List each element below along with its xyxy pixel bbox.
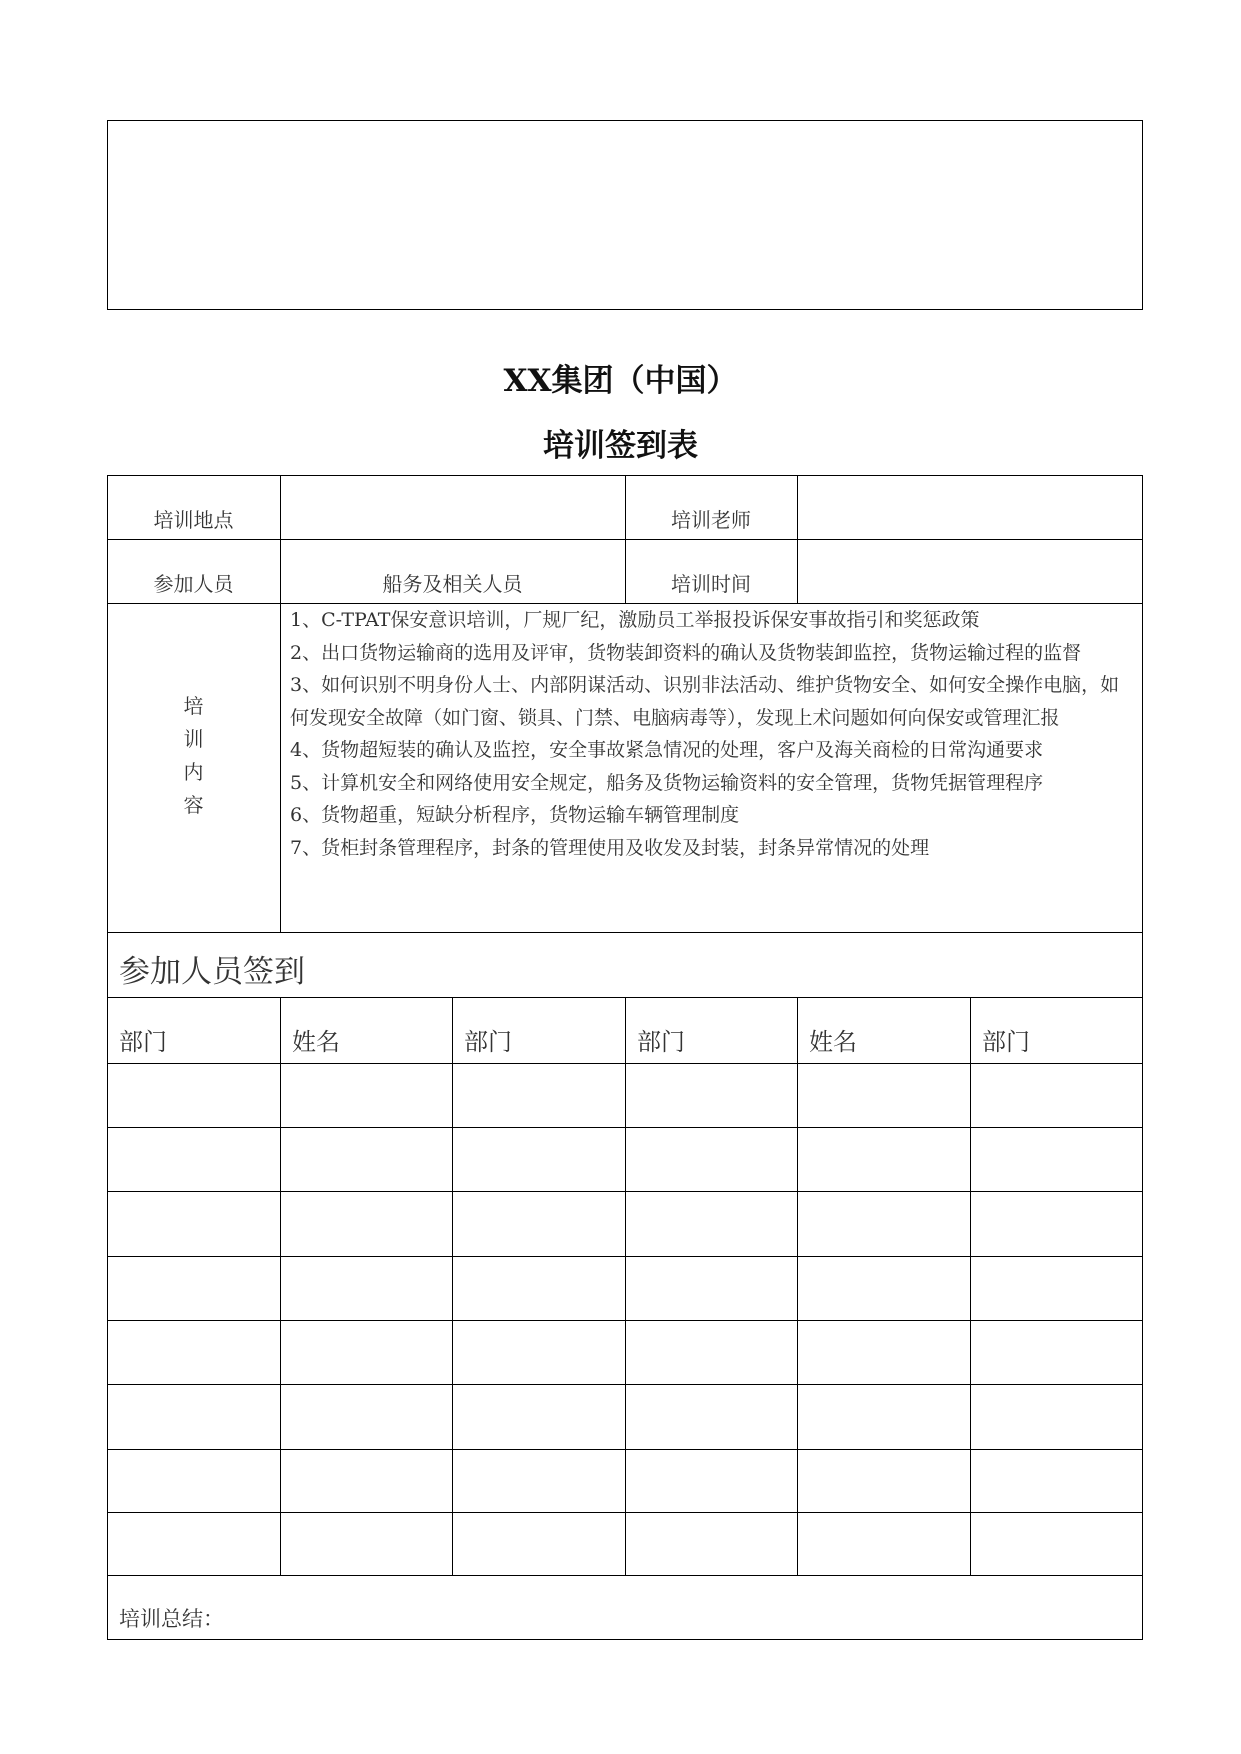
- form-title: 培训签到表: [543, 428, 698, 464]
- signin-cell[interactable]: [452, 1191, 625, 1256]
- participants-field[interactable]: 船务及相关人员: [382, 572, 523, 596]
- content-item: 6、货物超重，短缺分析程序，货物运输车辆管理制度: [290, 804, 740, 826]
- signin-cell[interactable]: [797, 1127, 970, 1191]
- location-label: 培训地点: [153, 508, 234, 532]
- signin-cell[interactable]: [452, 1256, 625, 1320]
- content-list: [290, 604, 1135, 864]
- signin-column-header: 部门: [982, 1028, 1030, 1056]
- teacher-label: 培训老师: [671, 508, 751, 532]
- content-item: 5、计算机安全和网络使用安全规定，船务及货物运输资料的安全管理，货物凭据管理程序: [290, 771, 1044, 794]
- signin-cell[interactable]: [797, 1449, 970, 1512]
- signin-cell[interactable]: [280, 1449, 452, 1512]
- signin-cell[interactable]: [797, 1063, 970, 1127]
- signin-cell[interactable]: [970, 1512, 1143, 1575]
- header-blank-box: [107, 120, 1143, 310]
- signin-cell[interactable]: [625, 1512, 797, 1575]
- signin-cell[interactable]: [280, 1256, 452, 1320]
- signin-column-header: 姓名: [809, 1028, 857, 1056]
- signin-cell[interactable]: [452, 1127, 625, 1191]
- signin-cell[interactable]: [280, 1191, 452, 1256]
- signin-cell[interactable]: [107, 1449, 280, 1512]
- content-label: [107, 690, 280, 822]
- signin-cell[interactable]: [625, 1191, 797, 1256]
- signin-cell[interactable]: [107, 1256, 280, 1320]
- content-label-char: 容: [183, 793, 204, 817]
- signin-cell[interactable]: [452, 1384, 625, 1449]
- signin-cell[interactable]: [970, 1191, 1143, 1256]
- signin-cell[interactable]: [107, 1320, 280, 1384]
- time-field[interactable]: [797, 539, 1143, 603]
- summary-label: 培训总结：: [119, 1607, 224, 1631]
- signin-cell[interactable]: [107, 1191, 280, 1256]
- signin-cell[interactable]: [797, 1512, 970, 1575]
- signin-cell[interactable]: [452, 1512, 625, 1575]
- signin-cell[interactable]: [280, 1512, 452, 1575]
- signin-cell[interactable]: [970, 1384, 1143, 1449]
- signin-cell[interactable]: [970, 1256, 1143, 1320]
- content-item: 1、C-TPAT保安意识培训，厂规厂纪，激励员工举报投诉保安事故指引和奖惩政策: [290, 609, 980, 631]
- signin-cell[interactable]: [280, 1127, 452, 1191]
- teacher-field[interactable]: [797, 475, 1143, 539]
- signin-column-header: 姓名: [292, 1028, 340, 1056]
- signin-cell[interactable]: [970, 1127, 1143, 1191]
- signin-cell[interactable]: [797, 1384, 970, 1449]
- signin-cell[interactable]: [625, 1320, 797, 1384]
- signin-cell[interactable]: [970, 1063, 1143, 1127]
- signin-cell[interactable]: [625, 1063, 797, 1127]
- signin-cell[interactable]: [797, 1320, 970, 1384]
- content-item: 3、如何识别不明身份人士、内部阴谋活动、识别非法活动、维护货物安全、如何安全操作电脑，如何发现安全故障（如门窗、锁具、门禁、电脑病毒等），发现上术问题如何向保安或管理汇报: [290, 674, 1120, 729]
- signin-cell[interactable]: [280, 1384, 452, 1449]
- signin-heading: 参加人员签到: [119, 954, 305, 990]
- signin-cell[interactable]: [625, 1449, 797, 1512]
- signin-cell[interactable]: [107, 1063, 280, 1127]
- signin-cell[interactable]: [107, 1512, 280, 1575]
- signin-cell[interactable]: [625, 1127, 797, 1191]
- signin-cell[interactable]: [280, 1063, 452, 1127]
- time-label: 培训时间: [671, 572, 751, 596]
- signin-cell[interactable]: [280, 1320, 452, 1384]
- signin-cell[interactable]: [452, 1063, 625, 1127]
- signin-cell[interactable]: [452, 1320, 625, 1384]
- content-item: 2、出口货物运输商的选用及评审，货物装卸资料的确认及货物装卸监控，货物运输过程的监督: [290, 641, 1082, 664]
- signin-cell[interactable]: [625, 1384, 797, 1449]
- signin-cell[interactable]: [970, 1449, 1143, 1512]
- content-label-char: 培: [183, 694, 204, 718]
- signin-cell[interactable]: [797, 1191, 970, 1256]
- company-title: XX集团（中国）: [503, 363, 738, 399]
- signin-column-header: 部门: [119, 1028, 167, 1056]
- signin-cell[interactable]: [107, 1127, 280, 1191]
- signin-cell[interactable]: [797, 1256, 970, 1320]
- signin-cell[interactable]: [107, 1384, 280, 1449]
- signin-cell[interactable]: [970, 1320, 1143, 1384]
- content-item: 4、货物超短装的确认及监控，安全事故紧急情况的处理，客户及海关商检的日常沟通要求: [290, 739, 1044, 761]
- signin-column-header: 部门: [637, 1028, 685, 1056]
- signin-cell[interactable]: [452, 1449, 625, 1512]
- content-item: 7、货柜封条管理程序，封条的管理使用及收发及封装，封条异常情况的处理: [290, 836, 930, 859]
- signin-column-header: 部门: [464, 1028, 512, 1056]
- content-label-char: 训: [183, 727, 204, 751]
- content-label-char: 内: [183, 760, 204, 784]
- location-field[interactable]: [280, 475, 625, 539]
- signin-cell[interactable]: [625, 1256, 797, 1320]
- participants-label: 参加人员: [153, 572, 234, 596]
